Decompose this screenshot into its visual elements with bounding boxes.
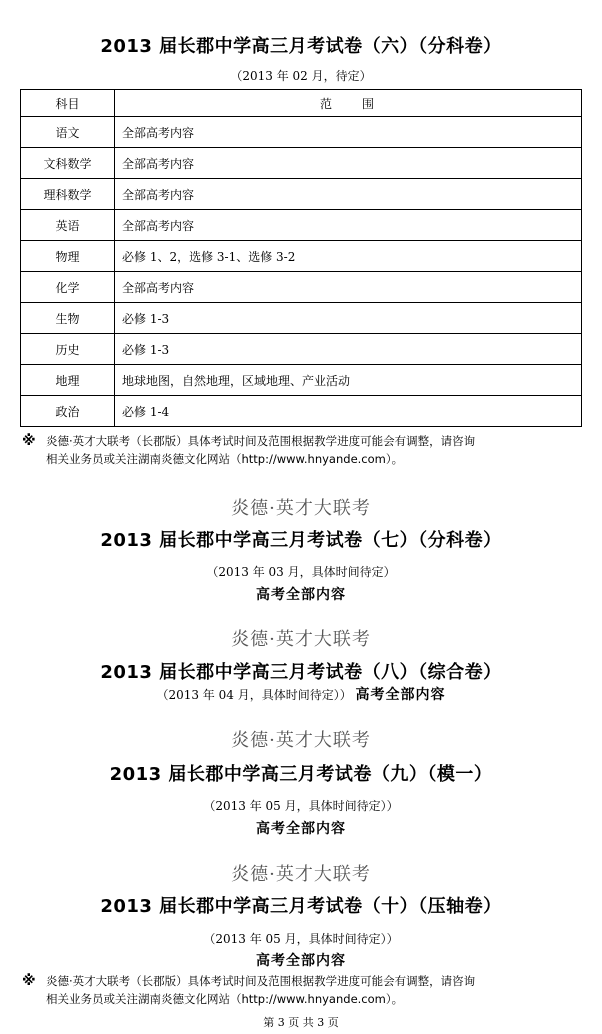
section8-brand: 炎德·英才大联考 <box>231 629 371 650</box>
row-scope: 全部高考内容 <box>115 210 582 241</box>
note-block <box>22 432 587 468</box>
header-scope: 范 围 <box>115 90 582 117</box>
section8-content: 高考全部内容 <box>355 687 446 703</box>
row-subject: 物理 <box>21 241 115 272</box>
section6-title: 2013 届长郡中学高三月考试卷（六）（分科卷） <box>100 36 502 57</box>
reference-mark: ※ <box>22 973 36 989</box>
table-row <box>21 365 582 396</box>
section9-content: 高考全部内容 <box>256 821 346 837</box>
table-row <box>21 303 582 334</box>
table-row <box>21 148 582 179</box>
table-row <box>21 117 582 148</box>
reference-mark: ※ <box>22 433 36 449</box>
row-scope: 地球地图，自然地理，区域地理、产业活动 <box>115 365 582 396</box>
row-subject: 理科数学 <box>21 179 115 210</box>
row-subject: 地理 <box>21 365 115 396</box>
row-scope: 必修 1、2，选修 3-1、选修 3-2 <box>115 241 582 272</box>
row-subject: 英语 <box>21 210 115 241</box>
section8-date: （2013 年 04 月，具体时间待定）） <box>156 688 352 702</box>
row-subject: 化学 <box>21 272 115 303</box>
header-subject: 科目 <box>21 90 115 117</box>
row-subject: 生物 <box>21 303 115 334</box>
table-row <box>21 179 582 210</box>
section7-brand: 炎德·英才大联考 <box>231 498 371 519</box>
section6-date: （2013 年 02 月，待定） <box>230 69 372 83</box>
row-scope: 必修 1-3 <box>115 334 582 365</box>
section7-title: 2013 届长郡中学高三月考试卷（七）（分科卷） <box>100 530 502 551</box>
row-scope: 全部高考内容 <box>115 179 582 210</box>
section8-date-row <box>0 684 602 704</box>
note-line-1: 炎德·英才大联考（长郡版）具体考试时间及范围根据教学进度可能会有调整，请咨询 <box>46 974 476 988</box>
table-row <box>21 396 582 427</box>
row-scope: 全部高考内容 <box>115 148 582 179</box>
note-line-1: 炎德·英才大联考（长郡版）具体考试时间及范围根据教学进度可能会有调整，请咨询 <box>46 434 476 448</box>
table-row <box>21 210 582 241</box>
section7-content: 高考全部内容 <box>256 587 346 603</box>
note-block-bottom <box>22 972 587 1008</box>
table-header-row <box>21 90 582 117</box>
section9-title: 2013 届长郡中学高三月考试卷（九）（模一） <box>109 764 493 785</box>
page-number: 第 3 页 共 3 页 <box>263 1016 339 1029</box>
note-line-2: 相关业务员或关注湖南炎德文化网站（http://www.hnyande.com）。 <box>46 452 404 466</box>
table-row <box>21 241 582 272</box>
section10-date: （2013 年 05 月，具体时间待定）） <box>203 932 399 946</box>
table-row <box>21 334 582 365</box>
table-row <box>21 272 582 303</box>
section8-title: 2013 届长郡中学高三月考试卷（八）（综合卷） <box>100 662 502 683</box>
section10-title: 2013 届长郡中学高三月考试卷（十）（压轴卷） <box>100 896 502 917</box>
row-scope: 必修 1-4 <box>115 396 582 427</box>
row-scope: 全部高考内容 <box>115 117 582 148</box>
note-line-2: 相关业务员或关注湖南炎德文化网站（http://www.hnyande.com）。 <box>46 992 404 1006</box>
row-scope: 全部高考内容 <box>115 272 582 303</box>
section9-date: （2013 年 05 月，具体时间待定）） <box>203 799 399 813</box>
row-subject: 语文 <box>21 117 115 148</box>
section10-content: 高考全部内容 <box>256 953 346 969</box>
subject-scope-table <box>20 89 582 427</box>
section7-date: （2013 年 03 月，具体时间待定） <box>206 565 396 579</box>
row-subject: 政治 <box>21 396 115 427</box>
row-subject: 历史 <box>21 334 115 365</box>
row-scope: 必修 1-3 <box>115 303 582 334</box>
row-subject: 文科数学 <box>21 148 115 179</box>
section10-brand: 炎德·英才大联考 <box>231 864 371 885</box>
section9-brand: 炎德·英才大联考 <box>231 730 371 751</box>
